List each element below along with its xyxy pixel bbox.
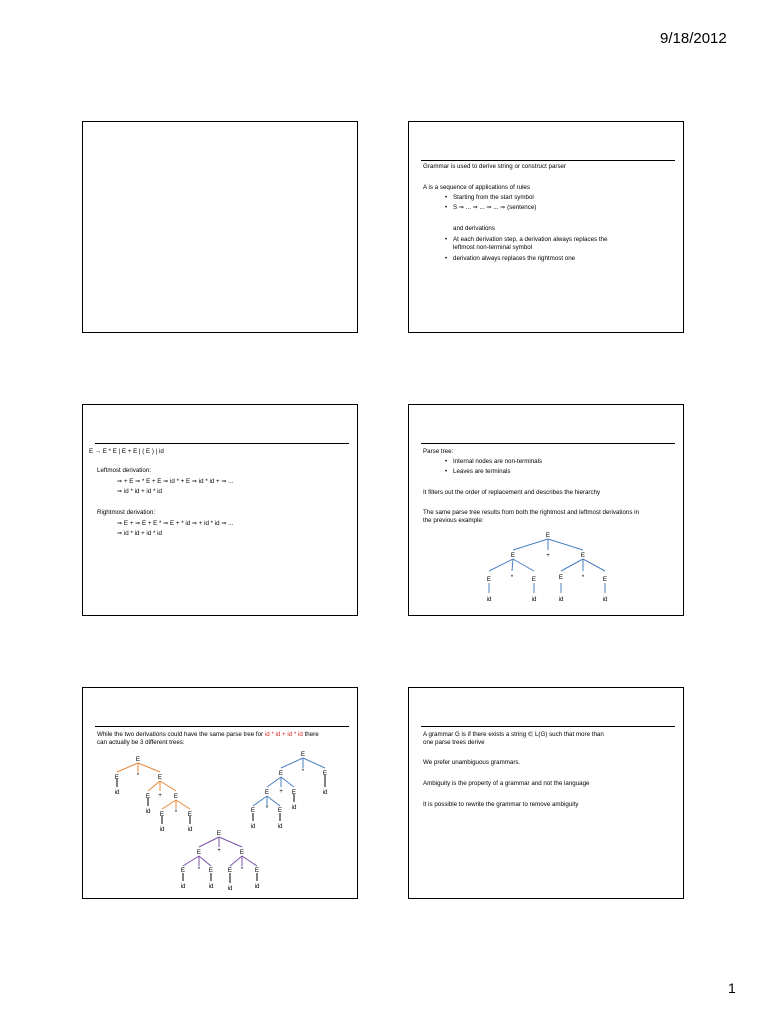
bullet-text: leftmost non-terminal symbol [453,244,533,251]
tree-leaf-id: id [277,823,283,830]
tree-leaf-id: id [291,804,297,811]
tree-node-E: E [300,751,306,758]
derivation-line: ⇒ id * id + id * id [117,488,162,495]
tree-leaf-id: id [602,596,608,603]
tree-leaf-id: id [114,789,120,796]
rightmost-label: Rightmost derivation: [97,509,156,516]
highlighted-expression: id * id + id * id [264,731,303,738]
tree-node-plus: + [158,792,162,799]
bullet-icon: • [445,468,448,475]
parse-tree-diagram [409,405,684,616]
slide-3 [82,404,358,616]
tree-node-E: E [486,576,492,583]
tree-leaf-id: id [531,596,537,603]
tree-leaf-id: id [159,826,165,833]
tree-node-E: E [602,576,608,583]
tree-node-E: E [545,532,551,539]
text-line: can actually be 3 different trees: [97,739,185,746]
tree-node-E: E [264,789,270,796]
bullet-text: Leaves are terminals [453,468,511,475]
tree-leaf-id: id [486,596,492,603]
bullet-icon: • [445,255,448,262]
tree-node-E: E [250,807,256,814]
tree-leaf-id: id [558,596,564,603]
tree-node-E: E [510,552,516,559]
tree-node-E: E [254,867,260,874]
tree-node-E: E [145,793,151,800]
tree-leaf-id: id [187,826,193,833]
title-rule [421,160,675,161]
text-line: It filters out the order of replacement and describes the hierarchy [423,489,601,496]
three-parse-trees-diagram [83,688,358,899]
tree-node-E: E [180,867,186,874]
tree-node-E: E [159,811,165,818]
tree-node-E: E [135,756,141,763]
tree-node-E: E [278,770,284,777]
tree-leaf-id: id [227,885,233,892]
bullet-text: Internal nodes are non-terminals [453,458,543,465]
bullet-text: Starting from the start symbol [453,194,534,201]
tree-node-plus: + [279,788,283,795]
tree-node-star: * [265,805,269,812]
bullet-text: S ⇒ ... ⇒ ... ⇒ ... ⇒ (sentence) [453,204,537,211]
slide-1 [82,121,358,333]
tree-node-E: E [277,807,283,814]
tree-leaf-id: id [180,883,186,890]
tree-node-star: * [136,772,140,779]
derivation-line: ⇒ E + ⇒ E + E * ⇒ E + * id ⇒ + id * id ⇒ ... [117,520,234,527]
slide-4 [408,404,684,616]
tree-node-E: E [227,867,233,874]
tree-node-E: E [558,574,564,581]
tree-node-star: * [581,574,585,581]
grammar-rule: E → E * E | E + E | ( E ) | id [89,448,164,455]
bullet-icon: • [445,236,448,243]
tree-node-E: E [208,867,214,874]
tree-leaf-id: id [145,808,151,815]
tree-node-star: * [174,809,178,816]
tree-node-E: E [531,576,537,583]
slide-2 [408,121,684,333]
text-line: Ambiguity is the property of a grammar and not the language [423,780,590,787]
text-line: Grammar is used to derive string or construct parser [423,163,567,170]
tree-node-plus: + [217,847,221,854]
text-line: and derivations [453,225,495,232]
derivation-line: ⇒ + E ⇒ * E + E ⇒ id * + E ⇒ id * id + ⇒ ... [117,478,234,485]
title-rule [95,443,349,444]
tree-node-E: E [114,774,120,781]
tree-leaf-id: id [208,883,214,890]
tree-node-E: E [239,849,245,856]
tree-node-E: E [291,789,297,796]
header-date: 9/18/2012 [660,30,727,47]
text-line: one parse trees derive [423,739,485,746]
tree-node-E: E [157,774,163,781]
tree-node-E: E [196,849,202,856]
bullet-icon: • [445,204,448,211]
text-line: Parse tree: [423,448,454,455]
title-rule [421,726,675,727]
tree-node-star: * [240,866,244,873]
text-line: A grammar G is if there exists a string ∈ L(G) such that more than [423,731,604,738]
text-segment: While the two derivations could have the same parse tree for [97,731,265,738]
text-line: the previous example: [423,517,484,524]
tree-node-star: * [301,768,305,775]
derivation-line: ⇒ id * id + id * id [117,530,162,537]
tree-node-E: E [322,770,328,777]
tree-node-star: * [197,866,201,873]
tree-node-plus: + [546,552,550,559]
tree-node-E: E [173,793,179,800]
bullet-text: At each derivation step, a derivation always replaces the [453,236,608,243]
bullet-text: derivation always replaces the rightmost one [453,255,576,262]
tree-node-E: E [187,811,193,818]
bullet-icon: • [445,194,448,201]
text-line: A is a sequence of applications of rules [423,184,530,191]
text-segment: there [302,731,319,738]
slide-5 [82,687,358,899]
tree-node-E: E [580,552,586,559]
slide-6 [408,687,684,899]
tree-leaf-id: id [250,823,256,830]
text-line: The same parse tree results from both the rightmost and leftmost derivations in [423,509,639,516]
text-line: It is possible to rewrite the grammar to remove ambiguity [423,801,579,808]
text-line: We prefer unambiguous grammars. [423,759,521,766]
bullet-icon: • [445,458,448,465]
leftmost-label: Leftmost derivation: [97,467,151,474]
tree-leaf-id: id [322,789,328,796]
tree-node-E: E [216,830,222,837]
page-number: 1 [728,980,736,996]
tree-node-star: * [510,574,514,581]
tree-leaf-id: id [254,883,260,890]
